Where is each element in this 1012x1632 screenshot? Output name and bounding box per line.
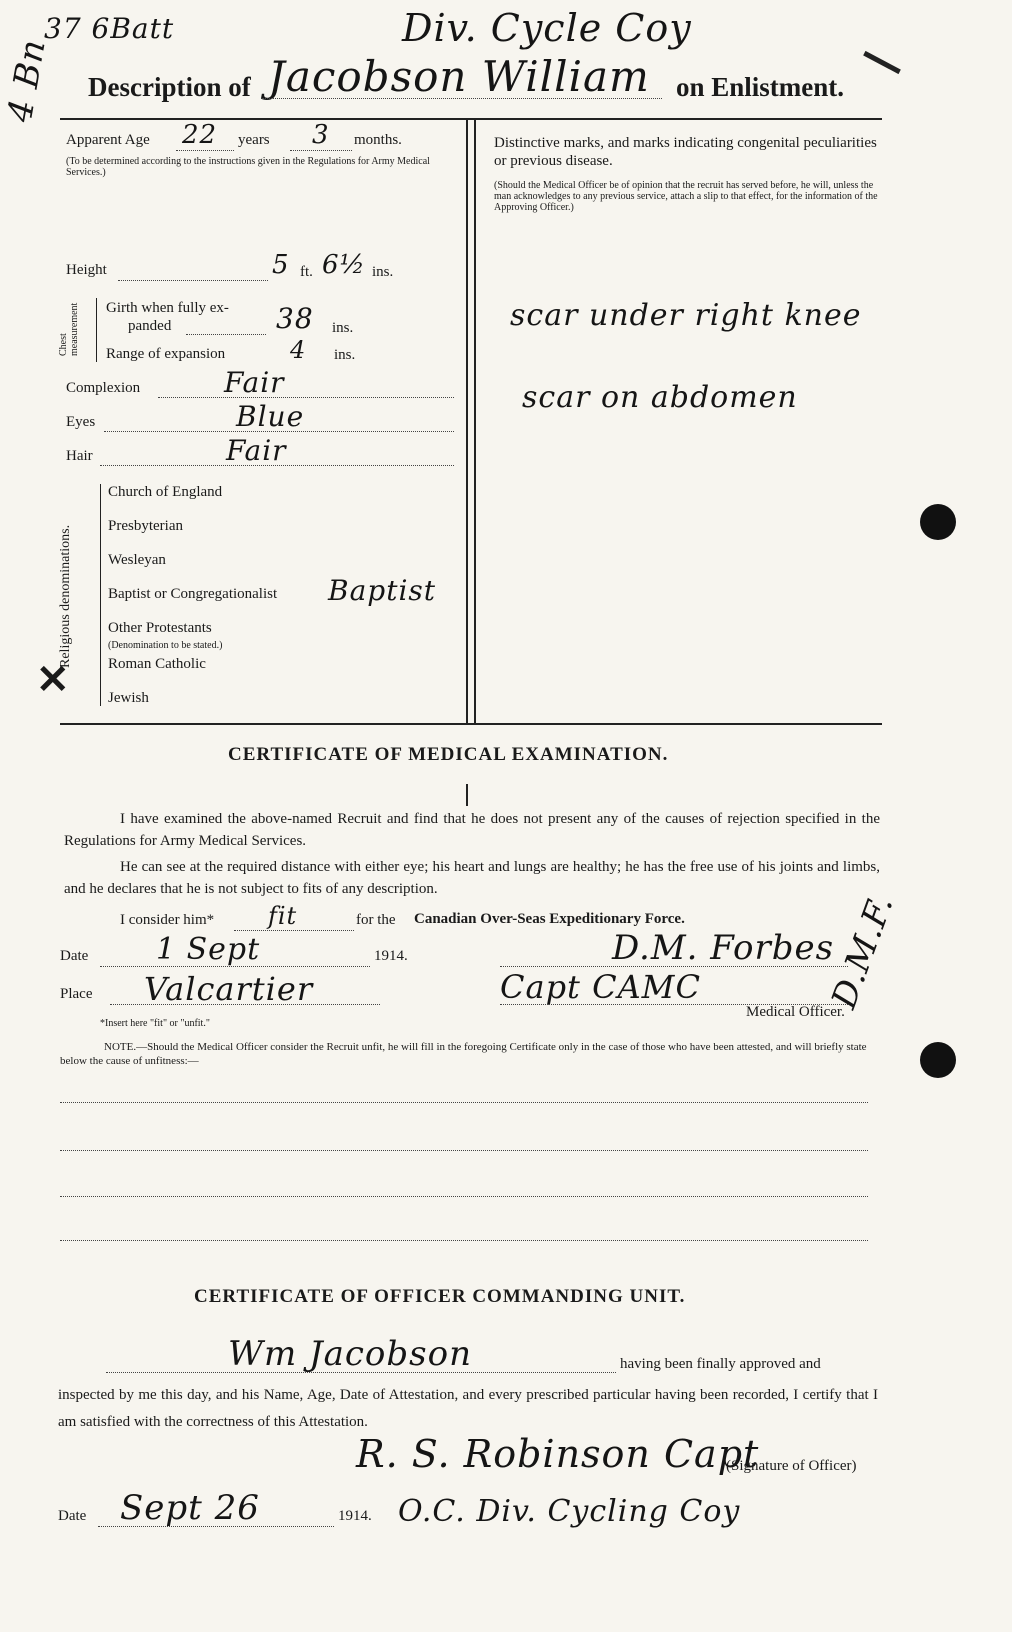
signature-label: (Signature of Officer) [726, 1458, 857, 1474]
eyes-label: Eyes [66, 414, 96, 430]
religion-baptist: Baptist or Congregationalist [108, 586, 278, 602]
height-dots [118, 280, 268, 281]
annotation-top-right: Div. Cycle Coy [402, 6, 692, 50]
header-suffix: on Enlistment. [676, 72, 845, 102]
year-label: 1914. [374, 948, 408, 964]
religion-presbyterian: Presbyterian [108, 518, 183, 534]
religion-bracket [100, 484, 101, 706]
months-label: months. [354, 132, 402, 148]
medical-title: CERTIFICATE OF MEDICAL EXAMINATION. [228, 744, 669, 765]
hair-label: Hair [66, 448, 93, 464]
religion-coe: Church of England [108, 484, 223, 500]
complexion-label: Complexion [66, 380, 141, 396]
consider-suffix: for the [356, 912, 396, 928]
religion-label: Religious denominations. [58, 524, 73, 668]
chest-bracket [96, 298, 97, 362]
height-inches: 6½ [322, 250, 366, 280]
place-label: Place [60, 986, 93, 1002]
date-value: 1 Sept [156, 932, 261, 967]
punch-hole-top [920, 504, 956, 540]
annotation-top-left: 37 6Batt [44, 12, 175, 45]
age-months-line [290, 150, 352, 151]
mark-2: scar on abdomen [522, 380, 798, 415]
age-note: (To be determined according to the instructions given in the Regulations for Army Medical Services.) [66, 156, 430, 178]
column-divider-2 [474, 118, 476, 723]
marks-note: (Should the Medical Officer be of opinion that the recruit has served before, he will, unless the man acknowledges to any previous service, attach a slip to that effect, for the information of the Approving Officer.) [494, 180, 878, 213]
commanding-text-1: having been finally approved and [620, 1356, 821, 1372]
range-ins: ins. [334, 347, 356, 363]
officer-label: Medical Officer. [746, 1004, 845, 1020]
consider-value: fit [268, 902, 298, 930]
ft-label: ft. [300, 264, 313, 280]
religion-other: Other Protestants [108, 620, 212, 636]
name-line [262, 98, 662, 99]
complexion-value: Fair [224, 366, 285, 399]
column-divider [466, 118, 468, 723]
chest-label: Chest measurement [58, 302, 80, 356]
religion-wesleyan: Wesleyan [108, 552, 166, 568]
hair-value: Fair [226, 434, 287, 467]
header-prefix: Description of [88, 72, 251, 102]
religion-jewish: Jewish [108, 690, 149, 706]
commanding-unit: O.C. Div. Cycling Coy [398, 1494, 741, 1529]
officer-rank: Capt CAMC [500, 968, 701, 1006]
girth-value: 38 [276, 302, 314, 335]
range-value: 4 [290, 336, 307, 364]
religion-baptist-value: Baptist [328, 574, 437, 607]
insert-note: *Insert here "fit" or "unfit." [100, 1018, 210, 1029]
age-years: 22 [182, 120, 218, 150]
commanding-date-label: Date [58, 1508, 87, 1524]
place-value: Valcartier [144, 970, 314, 1008]
height-label: Height [66, 262, 107, 278]
girth-label-2: panded [128, 318, 172, 334]
commanding-text-2: inspected by me this day, and his Name, Age, Date of Attestation, and every prescribed particular having been recorded, I certify that I am satisfied with the correctness of this Attestation. [58, 1387, 878, 1430]
girth-ins: ins. [332, 320, 354, 336]
consider-label: I consider him* [120, 912, 215, 928]
recruit-signature: Wm Jacobson [228, 1334, 472, 1374]
age-years-line [176, 150, 234, 151]
medical-signature: D.M. Forbes [612, 928, 835, 968]
marks-title: Distinctive marks, and marks indicating congenital peculiarities or previous disease. [494, 135, 877, 169]
age-label: Apparent Age [66, 132, 150, 148]
commanding-year: 1914. [338, 1508, 372, 1524]
age-months: 3 [312, 120, 330, 150]
pen-mark [863, 51, 901, 74]
unfit-line-4 [60, 1240, 868, 1241]
height-feet: 5 [272, 250, 290, 280]
medical-divider-mark [466, 784, 468, 806]
eyes-value: Blue [236, 400, 305, 433]
religion-rc: Roman Catholic [108, 656, 206, 672]
medical-para-1: I have examined the above-named Recruit and find that he does not present any of the causes of rejection specified in the Regulations for Army Medical Services. [64, 811, 880, 849]
commanding-signature: R. S. Robinson Capt [356, 1432, 760, 1476]
unfit-line-1 [60, 1102, 868, 1103]
ins-label: ins. [372, 264, 394, 280]
mark-1: scar under right knee [510, 298, 862, 333]
religion-other-note: (Denomination to be stated.) [108, 640, 223, 651]
recruit-name: Jacobson William [268, 52, 650, 101]
girth-dots [186, 334, 266, 335]
range-label: Range of expansion [106, 346, 226, 362]
consider-line [234, 930, 354, 931]
years-label: years [238, 132, 270, 148]
x-mark-icon: ✕ [36, 657, 70, 702]
punch-hole-bottom [920, 1042, 956, 1078]
unfit-line-2 [60, 1150, 868, 1151]
unfit-line-3 [60, 1196, 868, 1197]
date-label: Date [60, 948, 89, 964]
unfit-note: NOTE.—Should the Medical Officer consider the Recruit unfit, he will fill in the foregoing Certificate only in the case of those who have been attested, and will briefly state below the cause of unfitness:— [60, 1041, 867, 1067]
box-bottom-rule [60, 723, 882, 725]
girth-label-1: Girth when fully ex- [106, 300, 229, 316]
annotation-side-left: 4 Bn [0, 35, 54, 125]
complexion-line [158, 397, 454, 398]
side-initials: D.M.F. [824, 889, 902, 1014]
force-name: Canadian Over-Seas Expeditionary Force. [414, 911, 685, 927]
medical-para-2: He can see at the required distance with either eye; his heart and lungs are healthy; he has the free use of his joints and limbs, and he declares that he is not subject to fits of any description. [64, 859, 880, 897]
commanding-title: CERTIFICATE OF OFFICER COMMANDING UNIT. [194, 1286, 686, 1307]
commanding-date-value: Sept 26 [120, 1488, 260, 1528]
